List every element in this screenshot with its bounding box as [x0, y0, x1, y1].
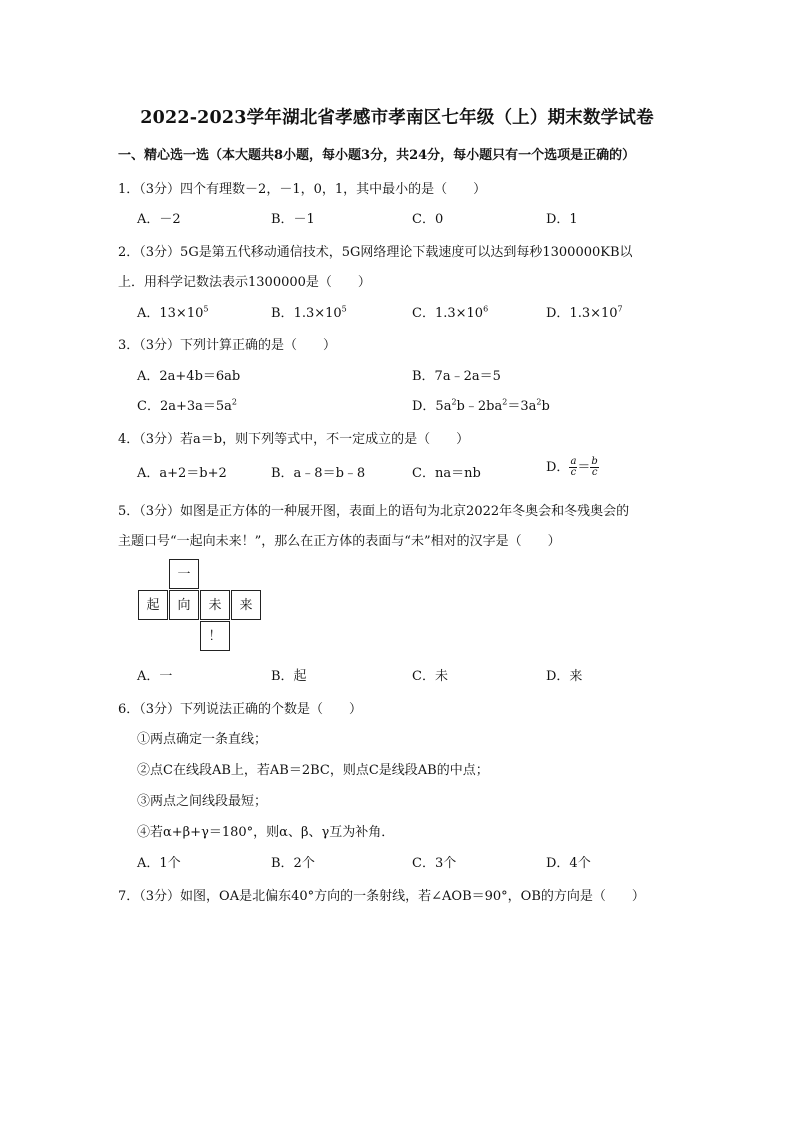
q5-option-a[interactable]: A．一: [137, 669, 173, 684]
question-5-line-2: 主题口号“一起向未来！”，那么在正方体的表面与“未”相对的汉字是（ ）: [118, 534, 561, 549]
question-7: 7．（3分）如图，OA是北偏东40°方向的一条射线，若∠AOB＝90°，OB的方向是（ ）: [118, 889, 645, 904]
q3-option-d[interactable]: [412, 395, 550, 414]
option-label: B．: [271, 306, 294, 321]
q6-statement-1: ①两点确定一条直线；: [137, 732, 268, 747]
option-exponent: 2: [502, 397, 508, 407]
q2-option-d[interactable]: [546, 302, 623, 321]
q4-option-a[interactable]: A．a+2＝b+2: [137, 466, 227, 481]
q4-option-d[interactable]: [546, 456, 599, 478]
option-exponent: 5: [203, 304, 209, 314]
net-cell-1: 起: [138, 590, 168, 620]
option-label: A．: [137, 306, 160, 321]
q1-option-a[interactable]: A．－2: [137, 212, 181, 227]
option-exponent: 2: [536, 397, 542, 407]
q1-option-b[interactable]: B．－1: [271, 212, 315, 227]
q4-option-b[interactable]: B．a﹣8＝b﹣8: [271, 466, 366, 481]
numerator: a: [570, 456, 577, 467]
question-3: 3．（3分）下列计算正确的是（ ）: [118, 338, 337, 353]
q6-statement-4: ④若α+β+γ＝180°，则α、β、γ互为补角．: [137, 825, 395, 840]
q5-option-b[interactable]: B．起: [271, 669, 307, 684]
q2-option-b[interactable]: [271, 302, 347, 321]
net-cell-2: 向: [169, 590, 199, 620]
q1-option-c[interactable]: C．0: [412, 212, 444, 227]
question-6: 6．（3分）下列说法正确的个数是（ ）: [118, 702, 363, 717]
q6-option-d[interactable]: D．4个: [546, 856, 591, 871]
question-2-line-2: 上．用科学记数法表示1300000是（ ）: [118, 275, 371, 290]
option-base: 1.3×10: [434, 306, 484, 321]
option-exponent: 6: [483, 304, 489, 314]
q6-option-b[interactable]: B．2个: [271, 856, 315, 871]
option-base: 1.3×10: [569, 306, 618, 321]
option-text: C．2a+3a＝5a: [137, 399, 232, 414]
q1-option-d[interactable]: D．1: [546, 212, 578, 227]
q4-option-c[interactable]: C．na＝nb: [412, 466, 481, 481]
net-cell-4: 来: [231, 590, 261, 620]
option-exponent: 7: [617, 304, 623, 314]
cube-net-figure: [138, 559, 260, 651]
q5-option-d[interactable]: D．来: [546, 669, 583, 684]
denominator: c: [591, 467, 598, 478]
q3-option-c[interactable]: [137, 395, 237, 414]
q3-option-b[interactable]: B．7a﹣2a＝5: [412, 369, 501, 384]
question-4: 4．（3分）若a＝b，则下列等式中，不一定成立的是（ ）: [118, 432, 470, 447]
option-text: D．5a: [412, 399, 452, 414]
option-exponent: 2: [451, 397, 457, 407]
net-cell-top: 一: [169, 559, 199, 589]
question-2-line-1: 2．（3分）5G是第五代移动通信技术，5G网络理论下载速度可以达到每秒1300000KB以: [118, 245, 633, 260]
q6-statement-3: ③两点之间线段最短；: [137, 794, 268, 809]
page-title: 2022-2023学年湖北省孝感市孝南区七年级（上）期末数学试卷: [140, 108, 654, 128]
q5-option-c[interactable]: C．未: [412, 669, 448, 684]
option-exponent: 2: [231, 397, 237, 407]
question-1: 1．（3分）四个有理数－2，－1，0，1，其中最小的是（ ）: [118, 182, 487, 197]
q2-option-a[interactable]: [137, 302, 208, 321]
option-label: D．: [546, 306, 570, 321]
option-exponent: 5: [341, 304, 347, 314]
q6-option-c[interactable]: C．3个: [412, 856, 457, 871]
denominator: c: [570, 467, 577, 478]
option-base: 1.3×10: [293, 306, 342, 321]
q3-option-a[interactable]: A．2a+4b＝6ab: [137, 369, 241, 384]
equals-sign: ＝: [577, 460, 591, 475]
fraction-b-over-c: [590, 457, 598, 478]
option-text: b﹣2ba: [456, 399, 503, 414]
q6-option-a[interactable]: A．1个: [137, 856, 181, 871]
question-5-line-1: 5．（3分）如图是正方体的一种展开图，表面上的语句为北京2022年冬奥会和冬残奥会的: [118, 504, 630, 519]
q6-statement-2: ②点C在线段AB上，若AB＝2BC，则点C是线段AB的中点；: [137, 763, 489, 778]
option-label: D．: [546, 460, 570, 475]
option-text: ＝3a: [507, 399, 537, 414]
net-cell-3: 未: [200, 590, 230, 620]
numerator: b: [591, 456, 598, 467]
option-base: 13×10: [159, 306, 204, 321]
section-heading: 一、精心选一选（本大题共8小题，每小题3分，共24分，每小题只有一个选项是正确的）: [118, 148, 636, 163]
q2-option-c[interactable]: [412, 302, 488, 321]
option-text: b: [541, 399, 550, 414]
net-cell-bottom: ！: [200, 621, 230, 651]
option-label: C．: [412, 306, 435, 321]
